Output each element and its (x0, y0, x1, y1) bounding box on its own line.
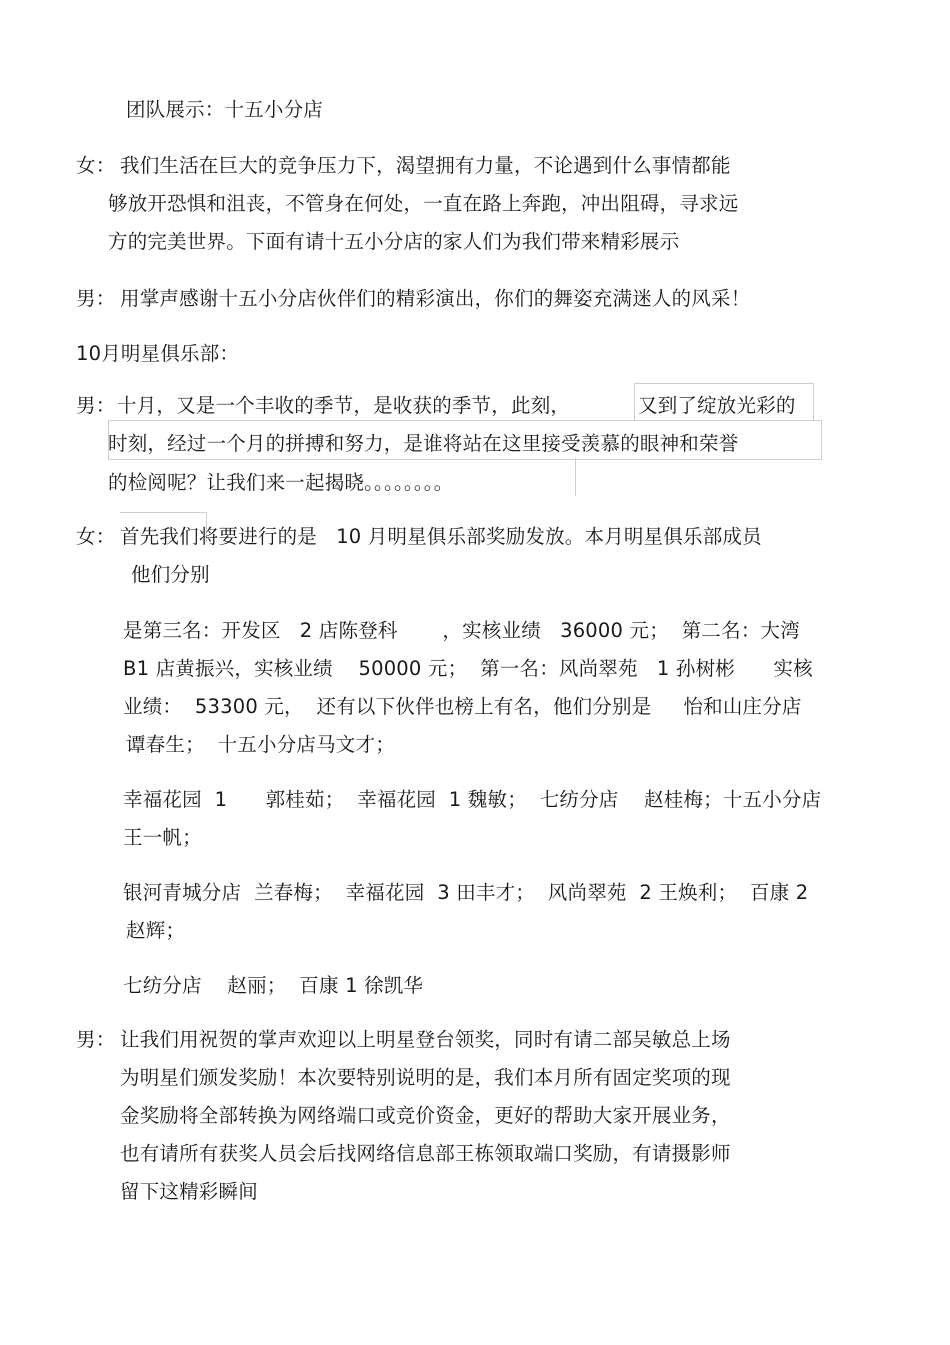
paragraph-line: 他们分别 (131, 563, 210, 586)
speaker-label-female: 女： (76, 154, 116, 177)
speaker-label-male: 男： (76, 287, 116, 310)
speaker-label-male: 男： (76, 1028, 116, 1051)
winners-line: B1 店黄振兴，实核业绩 50000 元； 第一名：风尚翠苑 1 孙树彬 实核 (123, 657, 813, 680)
paragraph-line: 首先我们将要进行的是 10 月明星俱乐部奖励发放。本月明星俱乐部成员 (120, 525, 762, 548)
paragraph-line: 为明星们颁发奖励！本次要特别说明的是，我们本月所有固定奖项的现 (120, 1066, 731, 1089)
paragraph-line: 用掌声感谢十五小分店伙伴们的精彩演出，你们的舞姿充满迷人的风采！ (120, 287, 751, 310)
paragraph-line: 方的完美世界。下面有请十五小分店的家人们为我们带来精彩展示 (108, 230, 680, 253)
honor-line: 赵辉； (126, 919, 186, 942)
honor-line: 王一帆； (123, 826, 202, 849)
text-frame (120, 512, 206, 514)
winners-line: 谭春生； 十五小分店马文才； (126, 733, 395, 756)
paragraph-line: 够放开恐惧和沮丧，不管身在何处，一直在路上奔跑，冲出阻碍，寻求远 (108, 192, 739, 215)
paragraph-line: 让我们用祝贺的掌声欢迎以上明星登台领奖，同时有请二部吴敏总上场 (120, 1028, 731, 1051)
paragraph-line: 也有请所有获奖人员会后找网络信息部王栋领取端口奖励，有请摄影师 (120, 1142, 731, 1165)
section-heading-star-club: 10月明星俱乐部： (76, 342, 240, 365)
section-heading-team-show: 团队展示：十五小分店 (126, 98, 324, 121)
speaker-label-female: 女： (76, 525, 116, 548)
winners-line: 是第三名：开发区 2 店陈登科 ，实核业绩 36000 元； 第二名：大湾 (123, 619, 800, 642)
winners-line: 业绩： 53300 元， 还有以下伙伴也榜上有名，他们分别是 怡和山庄分店 (123, 695, 802, 718)
speaker-label-male: 男： (76, 394, 116, 417)
text-frame (575, 458, 577, 496)
paragraph-line: 的检阅呢？让我们来一起揭晓。。。。。。。。 (108, 471, 454, 494)
paragraph-line: 金奖励将全部转换为网络端口或竞价资金，更好的帮助大家开展业务， (120, 1104, 731, 1127)
paragraph-line: 留下这精彩瞬间 (120, 1180, 258, 1203)
honor-line: 幸福花园 1 郭桂茹； 幸福花园 1 魏敏； 七纺分店 赵桂梅；十五小分店 (123, 788, 822, 811)
paragraph-line: 我们生活在巨大的竞争压力下，渴望拥有力量，不论遇到什么事情都能 (120, 154, 731, 177)
honor-line: 七纺分店 赵丽； 百康 1 徐凯华 (123, 974, 424, 997)
paragraph-line: 时刻，经过一个月的拼搏和努力，是谁将站在这里接受羡慕的眼神和荣誉 (108, 432, 739, 455)
paragraph-line: 又到了绽放光彩的 (638, 394, 796, 417)
paragraph-line: 十月，又是一个丰收的季节，是收获的季节，此刻， (117, 394, 571, 417)
honor-line: 银河青城分店 兰春梅； 幸福花园 3 田丰才； 风尚翠苑 2 王焕利； 百康 2 (123, 881, 809, 904)
